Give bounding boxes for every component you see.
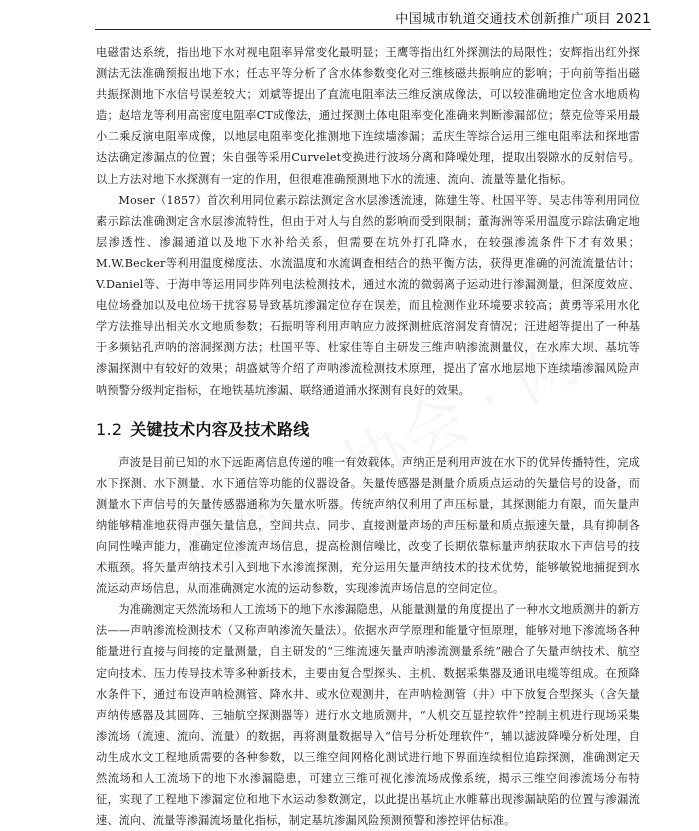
- page-header: [0, 0, 699, 30]
- paragraph-tracer-sonar-methods: Moser（1857）首次利用同位素示踪法测定含水层渗透流速，陈建生等、杜国平等、吴志伟等利用同位素示踪法准确测定含水层渗流特性，但由于对人与自然的影响而受到限制；董海洲等采用温度示踪法确定地层渗透性、渗漏通道以及地下水补给关系，但需要在坑外打孔降水，在较强渗流条件下才有效果；M.W.Becker等利用温度梯度法、水流温度和水流调查相结合的热平衡方法，获得更准确的河流流量估计；V.Daniel等、于海申等运用同步阵列电法检测技术，通过水流的微弱离子运动进行渗漏测量，但深度效应、电位场叠加以及电位场干扰容易导致基坑渗漏定位存在误差，而且检测作业环境要求较高；黄勇等采用水化学方法推导出相关水文地质参数；石振明等利用声呐应力波探测桩底溶洞发育情况；汪进超等提出了一种基于多频钻孔声呐的溶洞探测方法；杜国平等、杜家佳等自主研发三维声呐渗流测量仪，在水库大坝、基坑等渗漏探测中有较好的效果；胡盛斌等介绍了声呐渗流检测技术原理，提出了富水地层地下连续墙渗漏风险声呐预警分级判定指标，在地铁基坑渗漏、联络通道涌水探测有良好的效果。: [96, 193, 640, 397]
- section-title: 关键技术内容及技术路线: [130, 419, 310, 439]
- document-body: [96, 42, 640, 831]
- section-number: 1.2: [96, 419, 123, 439]
- paragraph-sonar-seepage-method: 为准确测定天然流场和人工流场下的地下水渗漏隐患，从能量测量的角度提出了一种水文地质测井的新方法——声呐渗流检测技术（又称声呐渗流矢量法）。依据水声学原理和能量守恒原理，能够对地下渗流场各种能量进行直接与间接的定量测量，自主研发的“三维流速矢量声呐渗流测量系统”融合了矢量声纳技术、航空定向技术、压力传导技术等多种新技术，主要由复合型探头、主机、数据采集器及通讯电缆等组成。在预降水条件下，通过布设声呐检测管、降水井、或水位观测井，在声呐检测管（井）中下放复合型探头（含矢量声纳传感器及其圆阵、三轴航空探测器等）进行水文地质测井，“人机交互显控软件”控制主机进行现场采集渗流场（流速、流向、流量）的数据，再将测量数据导入“信号分析处理软件”，辅以滤波降噪分析处理，自动生成水文工程地质需要的各种参数，以三维空间网格化测试进行地下界面连续相位追踪探测，准确测定天然流场和人工流场下的地下水渗漏隐患，可建立三维可视化渗流场成像系统，揭示三维空间渗流场分布特征，实现了工程地下渗漏定位和地下水运动参数测定，以此提出基坑止水帷幕出现渗漏缺陷的位置与渗漏流速、流向、流量等渗漏流场量化指标，制定基坑渗漏风险预测预警和渗控评估标准。: [96, 603, 640, 828]
- section-heading: [96, 417, 640, 440]
- paragraph-geophysical-methods: 电磁雷达系统，指出地下水对视电阻率异常变化最明显；王鹰等指出红外探测法的局限性；安辉指出红外探测法无法准确预报出地下水；任志平等分析了含水体参数变化对三维核磁共振响应的影响；于向前等指出磁共振探测地下水信号误差较大；刘斌等提出了直流电阻率法三维反演成像法，可以较准确地定位含水地质构造；赵培龙等利用高密度电阻率CT成像法，通过探测土体电阻率变化准确来判断渗漏部位；蔡克俭等采用最小二乘反演电阻率成像，以地层电阻率变化推测地下连续墙渗漏；孟庆生等综合运用三维电阻率法和探地雷达法确定渗漏点的位置；朱自强等采用Curvelet变换进行波场分离和降噪处理，提取出裂隙水的反射信号。以上方法对地下水探测有一定的作用，但很难准确预测地下水的流速、流向、流量等量化指标。: [96, 46, 640, 186]
- paragraph-vector-sonar: 声波是目前已知的水下远距离信息传递的唯一有效载体。声纳正是利用声波在水下的优异传播特性，完成水下探测、水下测量、水下通信等功能的仪器设备。矢量传感器是测量介质质点运动的矢量信号的设备，而测量水下声信号的矢量传感器通称为矢量水听器。传统声纳仅利用了声压标量，其探测能力有限，而矢量声纳能够精准地获得声强矢量信息，空间共点、同步、直接测量声场的声压标量和质点振速矢量，具有抑制各向同性噪声能力，准确定位渗流声场信息，提高检测信噪比，改变了长期依靠标量声纳获取水下声信号的技术瓶颈。将矢量声纳技术引入到地下水渗流探测，充分运用矢量声纳技术的技术优势，能够敏锐地捕捉到水流运动声场信息，从而准确测定水流的运动参数，实现渗流声场信息的空间定位。: [96, 455, 640, 596]
- header-title: 中国城市轨道交通技术创新推广项目 2021: [395, 12, 651, 27]
- header-rule: [95, 29, 651, 30]
